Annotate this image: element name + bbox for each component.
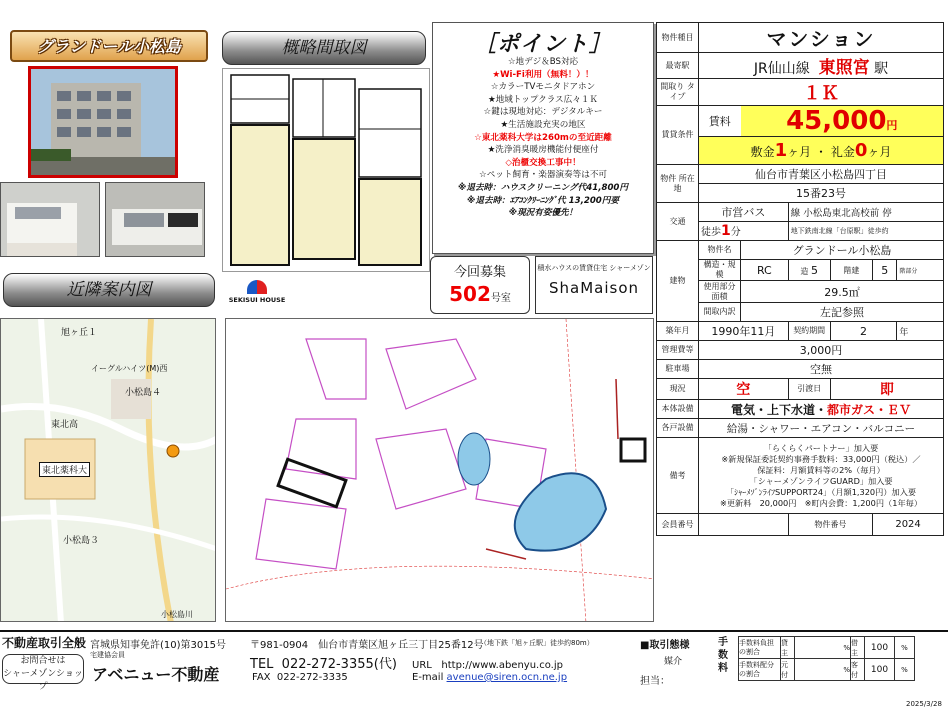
shamaison-logo: ShaMaison [548, 279, 640, 297]
member-no-label: 会員番号 [657, 514, 699, 536]
landlord-label: 貸主 [781, 637, 795, 659]
move-in-label: 引渡日 [788, 379, 830, 400]
shop-tag: シャーメゾンショップ [3, 669, 83, 692]
station-name: 東照宮 [818, 58, 870, 78]
point-item: ★洗浄消臭暖房機能付便座付 [487, 145, 599, 156]
company-url[interactable]: http://www.abenyu.co.jp [441, 660, 563, 671]
station-suffix: 駅 [874, 61, 889, 77]
point-item: ☆東北薬科大学は260mの至近距離 [474, 132, 612, 143]
contact-tag: お問合せは [20, 656, 66, 666]
move-in: 即 [830, 379, 943, 400]
company-tag: 不動産取引全般 [2, 636, 87, 650]
rent-unit: 円 [886, 119, 898, 132]
association: 宅建協会員 [90, 651, 125, 659]
url-label: URL [412, 660, 432, 671]
floorplan [222, 68, 430, 272]
map-label: 東北高 [51, 420, 79, 430]
fee-row2-label: 手数料配分の割合 [739, 659, 781, 681]
recruit-room-suffix: 号室 [490, 293, 511, 304]
parking: 空無 [699, 360, 944, 379]
walk-minutes: 1 [721, 223, 731, 239]
floorplan-tag: 概略間取図 [222, 31, 426, 65]
fee-table [738, 636, 915, 681]
detail-map [225, 318, 654, 622]
bus-stop-suffix: 停 [882, 208, 892, 219]
property-name-tag: グランドール小松島 [10, 30, 208, 62]
point-item: ★Wi-Fi利用（無料！）！ [492, 69, 594, 80]
layout-type: １Ｋ [699, 79, 944, 106]
structure-label: 構造・規模 [699, 260, 741, 281]
key-money-unit: ヶ月 [867, 145, 892, 159]
remark-line: 保証料：月額賃料等の2%（毎月） [757, 464, 885, 475]
fax-label: FAX [252, 672, 271, 683]
remark-line: 「シャーメゾンライフGUARD」加入要 [749, 475, 893, 486]
property-no: 2024 [873, 514, 944, 536]
kitchen-photo-1 [0, 182, 100, 257]
status: 空 [699, 379, 789, 400]
bus-stop: 小松島東北高校前 [803, 208, 880, 219]
tel-number: 022-272-3355(代) [281, 657, 397, 672]
point-item: ※退去時：ｴｱｺﾝｸﾘｰﾆﾝｸﾞ代 13,200円要 [467, 195, 619, 206]
deposit-text: 敷金 [750, 145, 775, 159]
name-label: 物件名 [699, 241, 741, 260]
deposit-months: 1 [774, 140, 788, 161]
room-facility-label: 各戸設備 [657, 419, 699, 438]
point-item: ★生活施設充実の地区 [500, 119, 586, 130]
sekisui-mark-icon [247, 280, 267, 294]
rent-conditions-label: 賃貸条件 [657, 106, 699, 165]
address-line1: 仙台市青葉区小松島四丁目 [699, 165, 944, 184]
issue-date: 2025/3/28 [906, 700, 942, 708]
address-line2: 15番23号 [699, 184, 944, 203]
structure: RC [741, 260, 789, 281]
origin-percent: % [795, 659, 851, 681]
map-label: 小松島３ [63, 536, 100, 546]
staff-label: 担当： [640, 676, 670, 687]
floors-label: 造 [800, 266, 809, 276]
recruit-room: 502 [449, 282, 491, 306]
management-fee: 3,000円 [699, 341, 944, 360]
neighborhood-tag: 近隣案内図 [3, 273, 215, 307]
recruit-box [430, 256, 530, 314]
license: 宮城県知事免許(10)第3015号 [90, 640, 226, 651]
plan-detail: 左記参照 [741, 303, 944, 322]
building-label: 建物 [657, 241, 699, 322]
sekisui-text: SEKISUI HOUSE [228, 296, 286, 304]
area-map [0, 318, 216, 622]
agent-percent: % [895, 659, 915, 681]
station-label: 最寄駅 [657, 53, 699, 79]
tel-label: TEL [250, 657, 274, 672]
map-label: 小松島川 [161, 610, 193, 619]
kitchen-photo-2-image [106, 183, 205, 257]
plan-detail-label: 間取内訳 [699, 303, 741, 322]
company-address-note: （地下鉄「旭ヶ丘駅」徒歩約80m） [480, 639, 594, 647]
point-item: ☆地デジ＆BS対応 [507, 57, 579, 67]
remark-line: 「らくらくパートナー」加入要 [763, 442, 879, 453]
built-label: 築年月 [657, 322, 699, 341]
built-date: 1990年11月 [699, 322, 789, 341]
rail-line: JR仙山線 [753, 61, 810, 77]
subway-note: 地下鉄南北線「台原駅」徒歩約 [788, 222, 943, 241]
building-name: グランドール小松島 [741, 241, 944, 260]
detail-map-drawing [226, 319, 654, 622]
room-facility: 給湯・シャワー・エアコン・バルコニー [699, 419, 944, 438]
point-item: ※現況有姿優先！ [508, 208, 578, 219]
deposit-unit: ヶ月 [787, 145, 812, 159]
sekisui-logo [222, 274, 292, 314]
broker-type: 媒介 [664, 657, 683, 667]
facility-a: 電気・上下水道・ [730, 402, 827, 417]
shamaison-box [535, 256, 653, 314]
deal-label: ■取引態様 [640, 640, 690, 651]
fee-row1-label: 手数料負担の割合 [739, 637, 781, 659]
bus-company: 市営バス [699, 203, 789, 222]
points-title: ［ポイント］ [473, 32, 612, 57]
bus-line-word: 線 [790, 208, 801, 219]
story-number: 5 [873, 260, 897, 281]
origin-label: 元付 [781, 659, 795, 681]
contact-box [2, 654, 84, 692]
floorplan-drawing [223, 69, 429, 271]
map-label: 小松島４ [125, 388, 162, 398]
point-item: ☆カラーTVモニタドアホン [490, 82, 596, 93]
company-address: 〒981-0904 仙台市青葉区旭ヶ丘三丁目25番12号 [250, 640, 484, 651]
fee-label: 手数料 [718, 637, 728, 674]
rent-word: 賃料 [699, 106, 741, 137]
point-item: ※退去時：ハウスクリーニング代41,800円 [458, 182, 628, 193]
building-photo-image [31, 69, 175, 175]
map-label: 旭ヶ丘１ [61, 328, 98, 338]
map-label: イーグルハイツ(M)西 [91, 364, 168, 373]
shamaison-caption: 積水ハウスの賃貸住宅 シャーメゾン [537, 264, 651, 272]
remark-line: 「ｼｬｰﾒｿﾞﾝﾗｲﾌSUPPORT24」（月額1,320円）加入要 [725, 486, 917, 497]
agent-share: 100 [865, 659, 895, 681]
point-item: ☆鍵は現地対応：デジタルキー [483, 107, 603, 118]
transport-label: 交通 [657, 203, 699, 241]
email-label: E-mail [412, 672, 444, 683]
company-email[interactable]: avenue@siren.ocn.ne.jp [446, 672, 568, 683]
points-list [433, 56, 653, 220]
walk-unit: 分 [730, 227, 741, 238]
contract-label: 契約期間 [788, 322, 830, 341]
walk-word: 徒歩 [701, 227, 721, 238]
kitchen-photo-2 [105, 182, 205, 257]
layout-label: 間取り タイプ [657, 79, 699, 106]
footer [0, 630, 948, 700]
fax-number: 022-272-3335 [276, 672, 348, 683]
property-no-label: 物件番号 [788, 514, 872, 536]
contract-unit: 年 [897, 322, 944, 341]
point-item: ◇治櫃交換工事中！ [505, 157, 581, 168]
map-label: 東北薬科大 [39, 462, 90, 477]
point-item: ☆ペット飼育・楽器演奏等は不可 [478, 170, 608, 181]
area-label: 使用部分 面積 [699, 281, 741, 303]
landlord-percent: % [795, 637, 851, 659]
story-unit: 階部分 [897, 260, 944, 281]
tenant-percent: % [895, 637, 915, 659]
remark-line: ※新規保証委託契約事務手数料：33,000円（税込）／ [721, 453, 921, 464]
agent-label: 客付 [851, 659, 865, 681]
kitchen-photo-1-image [1, 183, 100, 257]
company-name: アベニュー不動産 [92, 665, 220, 684]
point-item: ★地域トップクラス広々１Ｋ [487, 94, 599, 105]
story-label: 階建 [830, 260, 872, 281]
management-fee-label: 管理費等 [657, 341, 699, 360]
rent-amount: 45,000 [786, 106, 887, 136]
facility-b: 都市ガス・ＥＶ [827, 402, 912, 417]
tenant-share: 100 [865, 637, 895, 659]
parking-label: 駐車場 [657, 360, 699, 379]
status-label: 現況 [657, 379, 699, 400]
recruit-label: 今回募集 [453, 265, 506, 280]
key-money-text: 礼金 [830, 145, 855, 159]
building-photo [28, 66, 178, 178]
facility-label: 本体設備 [657, 400, 699, 419]
floor-area: 29.5㎡ [741, 281, 944, 303]
contract-years: 2 [830, 322, 897, 341]
type-label: 物件種目 [657, 23, 699, 53]
property-type: マンション [699, 23, 944, 53]
address-label: 物件 所在地 [657, 165, 699, 203]
remark-line: ※更新料 20,000円 ※町内会費：1,200円（1年毎） [719, 497, 923, 508]
floors-count: 5 [810, 263, 818, 277]
spec-table: 物件種目 マンション 最寄駅 JR仙山線 東照宮 駅 間取り タイプ １Ｋ 賃貸条件 賃料 45,000円 敷金1ヶ月 ・ 礼金0ヶ月 物件 所在地 仙台市青葉区小松島四丁目 15番23号 交通 市営バス 線 小松島東北高校前 停 徒歩1分 地下鉄南北線「台原駅」徒歩約 建物 物件名 グランドール小松島 構造・規模 RC 造 5 階建 5 階部分 使用部分 面積 29.5㎡ 間取内訳 左記参照 築年月 1990年11月 契約期間 2 年 管理費等 3,000円 駐車場 空無 現況 空 引渡日 即 本体設備 電気・上下水道・都市ガス・ＥＶ 各戸設備 給湯・シャワー・エアコン・バルコニー 備考 「らくらくパートナー」加入要 ※新規保証委託契約事務手数料：33,000円（税込）／ 保証料：月額賃料等の2%（毎月） 「シャーメゾンライフGUARD」加入要 「ｼｬｰﾒｿﾞﾝﾗｲﾌSUPPORT24」（月額1,320円）加入要 ※更新料 20,000円 ※町内会費：1,200円（1年毎） 会員番号 物件番号 2024 [656, 22, 944, 536]
key-money-months: 0 [854, 140, 868, 161]
remarks-label: 備考 [657, 438, 699, 514]
points-box [432, 22, 654, 254]
tenant-label: 借主 [851, 637, 865, 659]
